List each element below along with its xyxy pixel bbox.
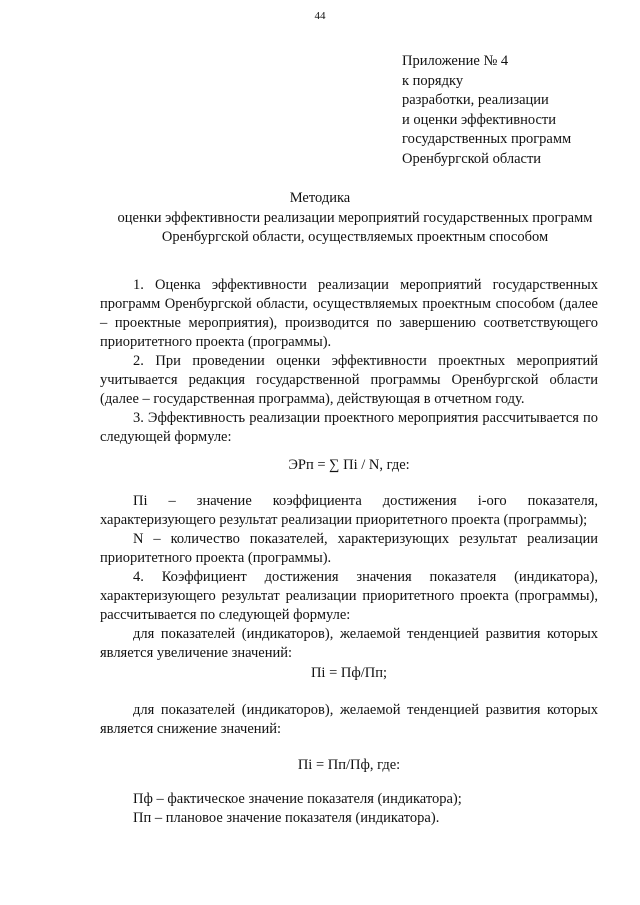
document-title: Методика (289, 190, 351, 206)
definition-n: N – количество показателей, характеризующих результат реализации приоритетного проекта (программы). (100, 531, 598, 566)
paragraph-1: 1. Оценка эффективности реализации мероприятий государственных программ Оренбургской области, осуществляемых проектным способом (далее – проектные мероприятия), производится по завершению соответствующего приоритетного проекта (программы). (100, 277, 598, 350)
appendix-line: разработки, реализации (402, 92, 549, 108)
definition-pi: Пi – значение коэффициента достижения i-ого показателя, характеризующего результат реализации приоритетного проекта (программы); (100, 493, 598, 528)
appendix-line: Оренбургской области (402, 150, 542, 167)
document-subtitle: оценки эффективности реализации мероприятий государственных программ Оренбургской области, осуществляемых проектным способом (117, 210, 593, 245)
paragraph-3: 3. Эффективность реализации проектного мероприятия рассчитывается по следующей формуле: (100, 410, 598, 445)
formula-decrease: Пi = Пп/Пф, где: (297, 757, 401, 773)
definition-pf: Пф – фактическое значение показателя (индикатора); (133, 791, 462, 807)
paragraph-4: 4. Коэффициент достижения значения показателя (индикатора), характеризующего результат реализации приоритетного проекта (программы), рассчитывается по следующей формуле: (100, 569, 598, 623)
paragraph-increase: для показателей (индикаторов), желаемой тенденцией развития которых является увеличение значений: (100, 626, 598, 661)
paragraph-decrease: для показателей (индикаторов), желаемой тенденцией развития которых является снижение значений: (100, 702, 598, 737)
appendix-line: и оценки эффективности (402, 111, 556, 128)
page-number: 44 (314, 10, 326, 22)
appendix-line: Приложение № 4 (402, 53, 509, 69)
appendix-line: к порядку (402, 72, 464, 89)
formula-increase: Пi = Пф/Пп; (310, 665, 388, 681)
definition-pp: Пп – плановое значение показателя (индикатора). (133, 810, 440, 826)
paragraph-2: 2. При проведении оценки эффективности проектных мероприятий учитывается редакция государственной программы Оренбургской области (далее – государственная программа), действующая в отчетном году. (100, 353, 598, 407)
appendix-line: государственных программ (402, 131, 572, 147)
appendix-block (402, 52, 571, 169)
formula-efficiency: ЭРп = ∑ Пi / N, где: (288, 457, 410, 473)
